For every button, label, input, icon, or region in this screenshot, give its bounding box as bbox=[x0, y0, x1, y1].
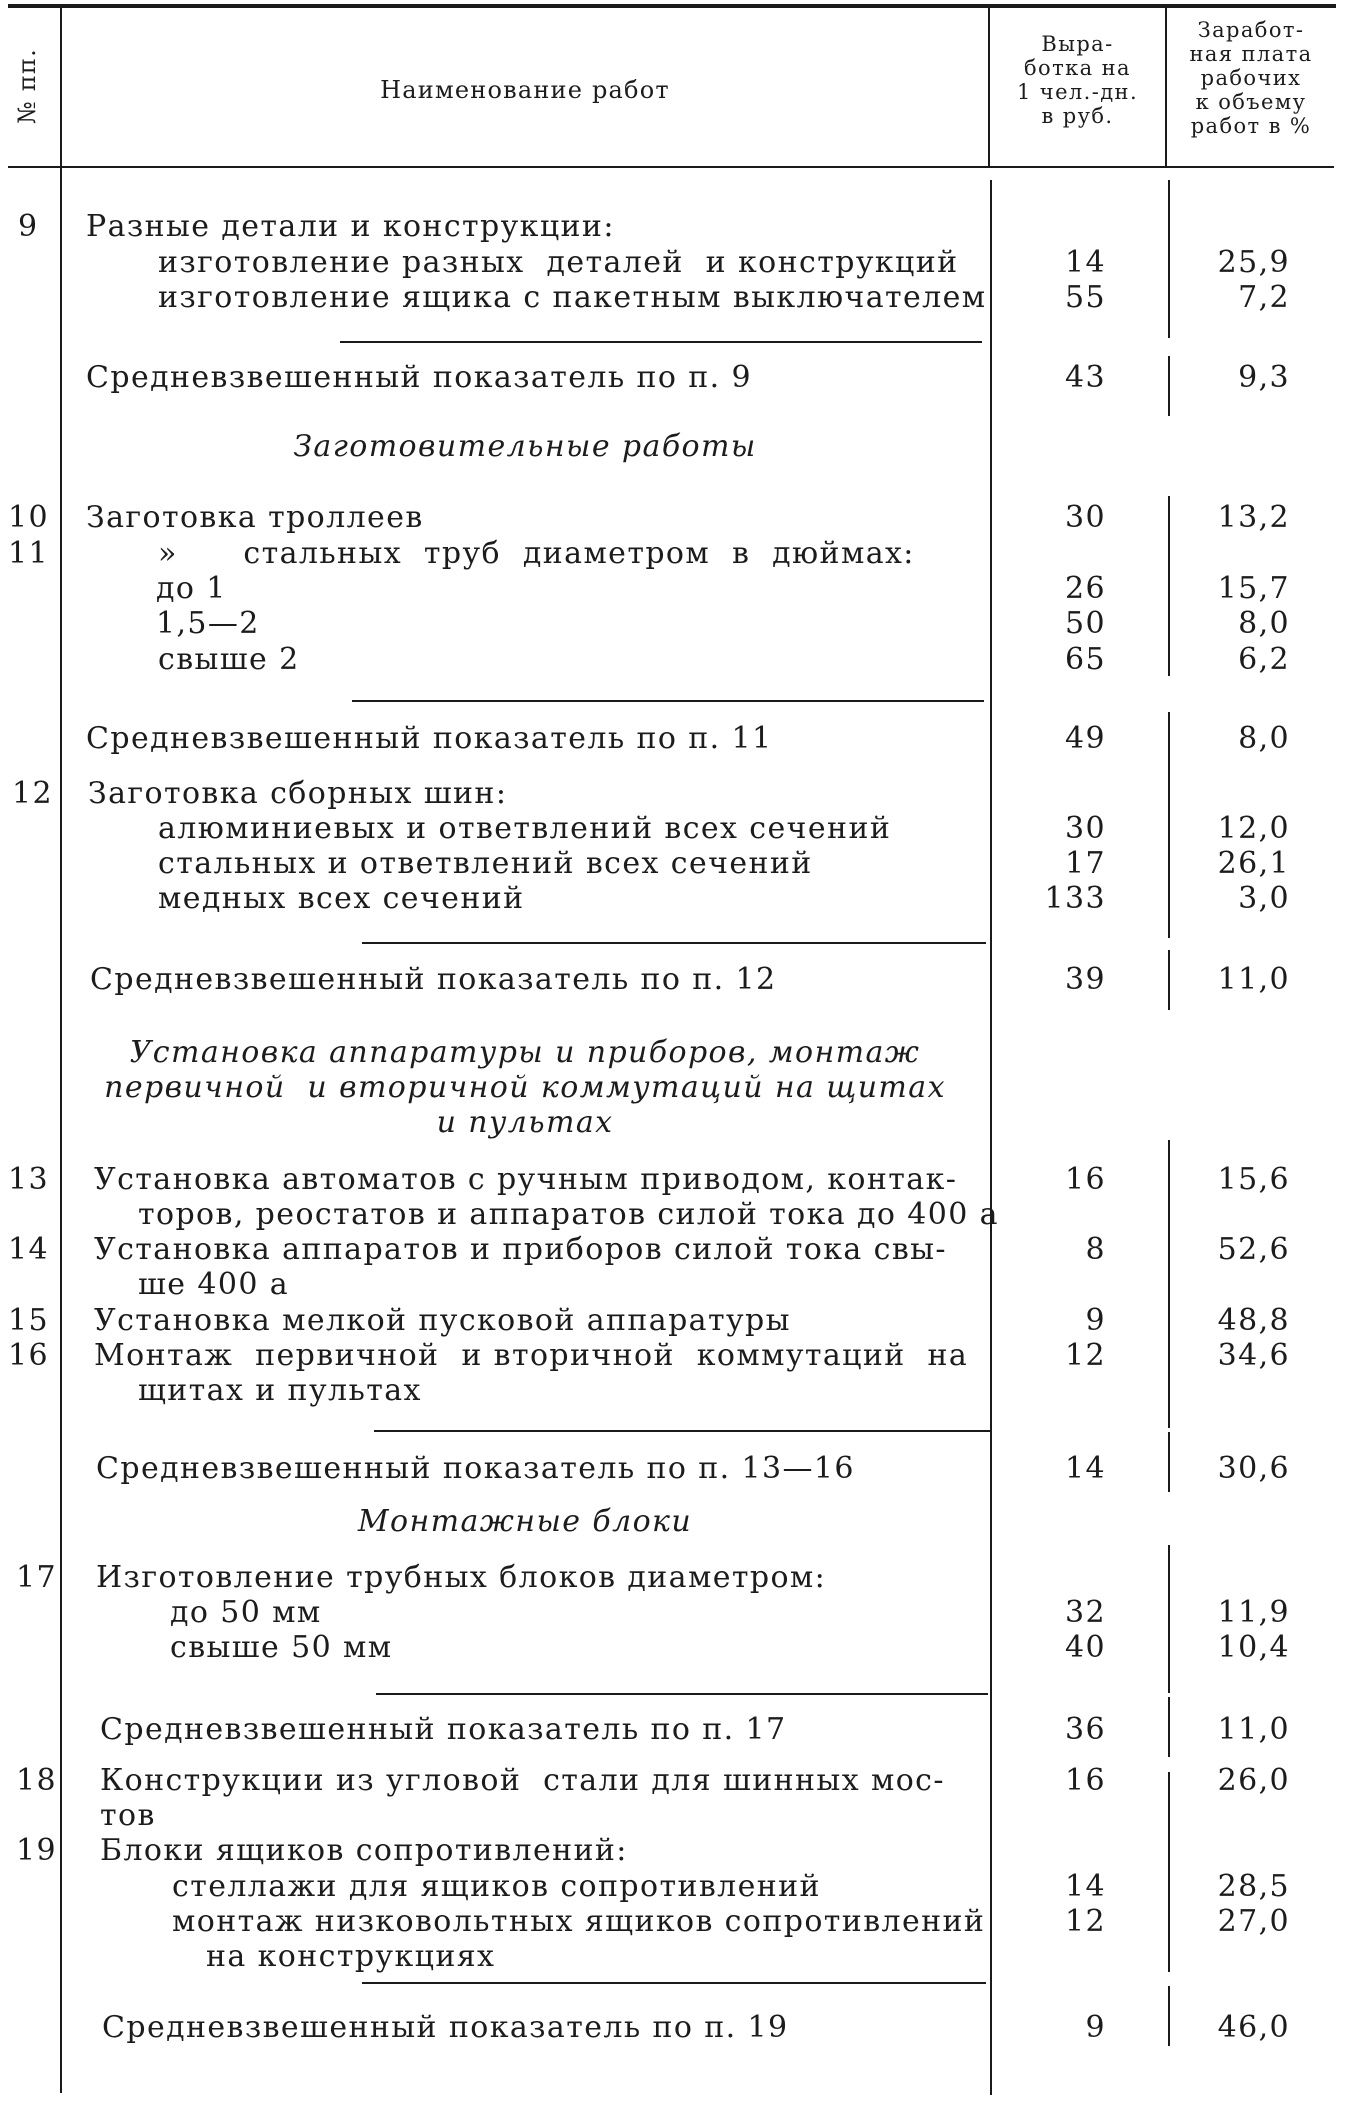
wage-value: 52,6 bbox=[1217, 1232, 1290, 1267]
subtotal-label: Средневзвешенный показатель по п. 11 bbox=[86, 721, 773, 756]
row-label: до 1 bbox=[156, 571, 227, 606]
header-number-label: № пп. bbox=[13, 48, 41, 124]
output-value: 14 bbox=[1065, 245, 1106, 280]
wage-value: 3,0 bbox=[1238, 881, 1290, 916]
output-value: 49 bbox=[1065, 721, 1106, 756]
output-value: 39 bbox=[1065, 962, 1106, 997]
row-label: монтаж низковольтных ящиков сопротивлений bbox=[172, 1904, 986, 1939]
header-bottom-rule bbox=[8, 166, 1334, 168]
subtotal-rule-9 bbox=[340, 341, 982, 343]
row-label: ше 400 а bbox=[138, 1267, 290, 1302]
wage-value: 48,8 bbox=[1217, 1303, 1290, 1338]
wage-value: 11,0 bbox=[1217, 962, 1290, 997]
wage-value: 25,9 bbox=[1217, 245, 1290, 280]
wage-value: 8,0 bbox=[1238, 721, 1290, 756]
column-divider-3-seg6 bbox=[1168, 1140, 1170, 1428]
section-title: Установка аппаратуры и приборов, монтаж bbox=[129, 1035, 921, 1070]
section-title: Монтажные блоки bbox=[357, 1504, 693, 1539]
top-rule bbox=[8, 4, 1336, 8]
output-value: 65 bbox=[1065, 642, 1106, 677]
output-value: 8 bbox=[1085, 1232, 1106, 1267]
output-value: 9 bbox=[1085, 1303, 1106, 1338]
subtotal-rule-17 bbox=[376, 1693, 988, 1695]
wage-value: 10,4 bbox=[1217, 1630, 1290, 1665]
row-label: до 50 мм bbox=[170, 1595, 322, 1630]
column-divider-3-seg8 bbox=[1168, 1545, 1170, 1693]
row-number: 13 bbox=[8, 1162, 49, 1197]
row-label: Блоки ящиков сопротивлений: bbox=[100, 1833, 628, 1868]
row-label: тов bbox=[100, 1798, 156, 1833]
row-number: 16 bbox=[8, 1338, 49, 1373]
wage-value: 7,2 bbox=[1238, 280, 1290, 315]
row-number: 10 bbox=[8, 500, 49, 535]
row-label: стальных и ответвлений всех сечений bbox=[158, 846, 813, 881]
subtotal-label: Средневзвешенный показатель по п. 19 bbox=[102, 2010, 789, 2045]
output-value: 16 bbox=[1065, 1162, 1106, 1197]
section-title: первичной и вторичной коммутаций на щитах bbox=[104, 1070, 946, 1105]
column-divider-3-seg5 bbox=[1168, 950, 1170, 1010]
output-value: 16 bbox=[1065, 1763, 1106, 1798]
row-label: 1,5—2 bbox=[156, 606, 260, 641]
wage-value: 27,0 bbox=[1217, 1904, 1290, 1939]
output-value: 14 bbox=[1065, 1451, 1106, 1486]
header-work-name: Наименование работ bbox=[380, 76, 670, 104]
output-value: 40 bbox=[1065, 1630, 1106, 1665]
row-label: свыше 2 bbox=[158, 642, 300, 677]
subtotal-label: Средневзвешенный показатель по п. 13—16 bbox=[96, 1451, 855, 1486]
row-number: 11 bbox=[8, 536, 49, 571]
column-divider-3-seg9 bbox=[1168, 1697, 1170, 1757]
wage-value: 12,0 bbox=[1217, 811, 1290, 846]
output-value: 30 bbox=[1065, 811, 1106, 846]
row-label: свыше 50 мм bbox=[170, 1630, 393, 1665]
row-label: на конструкциях bbox=[206, 1939, 496, 1974]
column-divider-3-seg4 bbox=[1168, 712, 1170, 938]
header-wage: Заработ- ная плата рабочих к объему работ в % bbox=[1189, 18, 1313, 138]
wage-value: 6,2 bbox=[1238, 642, 1290, 677]
header-output: Выра- ботка на 1 чел.-дн. в руб. bbox=[1016, 32, 1139, 128]
output-value: 12 bbox=[1065, 1904, 1106, 1939]
wage-value: 26,1 bbox=[1217, 846, 1290, 881]
column-divider-3-seg10 bbox=[1168, 1772, 1170, 1972]
output-value: 26 bbox=[1065, 571, 1106, 606]
column-divider-3-seg2 bbox=[1168, 356, 1170, 416]
subtotal-rule-12 bbox=[362, 942, 986, 944]
wage-value: 30,6 bbox=[1217, 1451, 1290, 1486]
row-label: изготовление разных деталей и конструкций bbox=[158, 245, 959, 280]
row-label: Установка мелкой пусковой аппаратуры bbox=[94, 1303, 791, 1338]
row-label: Монтаж первичной и вторичной коммутаций на bbox=[94, 1338, 969, 1373]
row-label: » стальных труб диаметром в дюймах: bbox=[158, 536, 915, 571]
row-number: 17 bbox=[16, 1560, 57, 1595]
column-divider-2 bbox=[990, 180, 992, 2095]
row-label: Разные детали и конструкции: bbox=[86, 209, 615, 244]
output-value: 43 bbox=[1065, 360, 1106, 395]
section-title: Заготовительные работы bbox=[293, 429, 757, 464]
output-value: 9 bbox=[1085, 2010, 1106, 2045]
row-number: 15 bbox=[8, 1303, 49, 1338]
wage-value: 11,9 bbox=[1217, 1595, 1290, 1630]
row-label: алюминиевых и ответвлений всех сечений bbox=[158, 811, 892, 846]
row-label: изготовление ящика с пакетным выключателем bbox=[158, 280, 987, 315]
wage-value: 9,3 bbox=[1238, 360, 1290, 395]
column-divider-3-seg1 bbox=[1168, 180, 1170, 338]
output-value: 32 bbox=[1065, 1595, 1106, 1630]
row-number: 18 bbox=[16, 1763, 57, 1798]
row-label: стеллажи для ящиков сопротивлений bbox=[172, 1869, 821, 1904]
wage-value: 34,6 bbox=[1217, 1338, 1290, 1373]
output-value: 36 bbox=[1065, 1712, 1106, 1747]
wage-value: 26,0 bbox=[1217, 1763, 1290, 1798]
row-label: торов, реостатов и аппаратов силой тока до 400 а bbox=[138, 1197, 999, 1232]
output-value: 55 bbox=[1065, 280, 1106, 315]
subtotal-rule-13-16 bbox=[374, 1430, 990, 1432]
wage-value: 13,2 bbox=[1217, 500, 1290, 535]
output-value: 12 bbox=[1065, 1338, 1106, 1373]
output-value: 50 bbox=[1065, 606, 1106, 641]
column-divider-3-seg11 bbox=[1168, 1986, 1170, 2046]
row-label: Заготовка сборных шин: bbox=[88, 776, 508, 811]
row-number: 19 bbox=[16, 1833, 57, 1868]
wage-value: 8,0 bbox=[1238, 606, 1290, 641]
column-divider-3-seg3 bbox=[1168, 496, 1170, 676]
subtotal-rule-11 bbox=[352, 700, 984, 702]
row-label: Заготовка троллеев bbox=[86, 500, 424, 535]
wage-value: 15,6 bbox=[1217, 1162, 1290, 1197]
subtotal-rule-19 bbox=[362, 1982, 986, 1984]
row-label: медных всех сечений bbox=[158, 881, 525, 916]
output-value: 17 bbox=[1065, 846, 1106, 881]
subtotal-label: Средневзвешенный показатель по п. 12 bbox=[90, 962, 777, 997]
row-label: Конструкции из угловой стали для шинных мос- bbox=[100, 1763, 945, 1798]
row-number: 14 bbox=[8, 1232, 49, 1267]
wage-value: 11,0 bbox=[1217, 1712, 1290, 1747]
subtotal-label: Средневзвешенный показатель по п. 17 bbox=[100, 1712, 787, 1747]
wage-value: 46,0 bbox=[1217, 2010, 1290, 2045]
row-number: 12 bbox=[12, 776, 53, 811]
row-label: Установка аппаратов и приборов силой тока свы- bbox=[94, 1232, 947, 1267]
output-value: 133 bbox=[1044, 881, 1106, 916]
column-divider-3-seg7 bbox=[1168, 1432, 1170, 1492]
section-title: и пультах bbox=[436, 1105, 614, 1140]
output-value: 14 bbox=[1065, 1869, 1106, 1904]
row-number: 9 bbox=[18, 209, 39, 244]
row-label: Установка автоматов с ручным приводом, контак- bbox=[94, 1162, 958, 1197]
output-value: 30 bbox=[1065, 500, 1106, 535]
wage-value: 28,5 bbox=[1217, 1869, 1290, 1904]
wage-value: 15,7 bbox=[1217, 571, 1290, 606]
row-label: щитах и пультах bbox=[138, 1373, 422, 1408]
row-label: Изготовление трубных блоков диаметром: bbox=[96, 1560, 827, 1595]
subtotal-label: Средневзвешенный показатель по п. 9 bbox=[86, 360, 753, 395]
